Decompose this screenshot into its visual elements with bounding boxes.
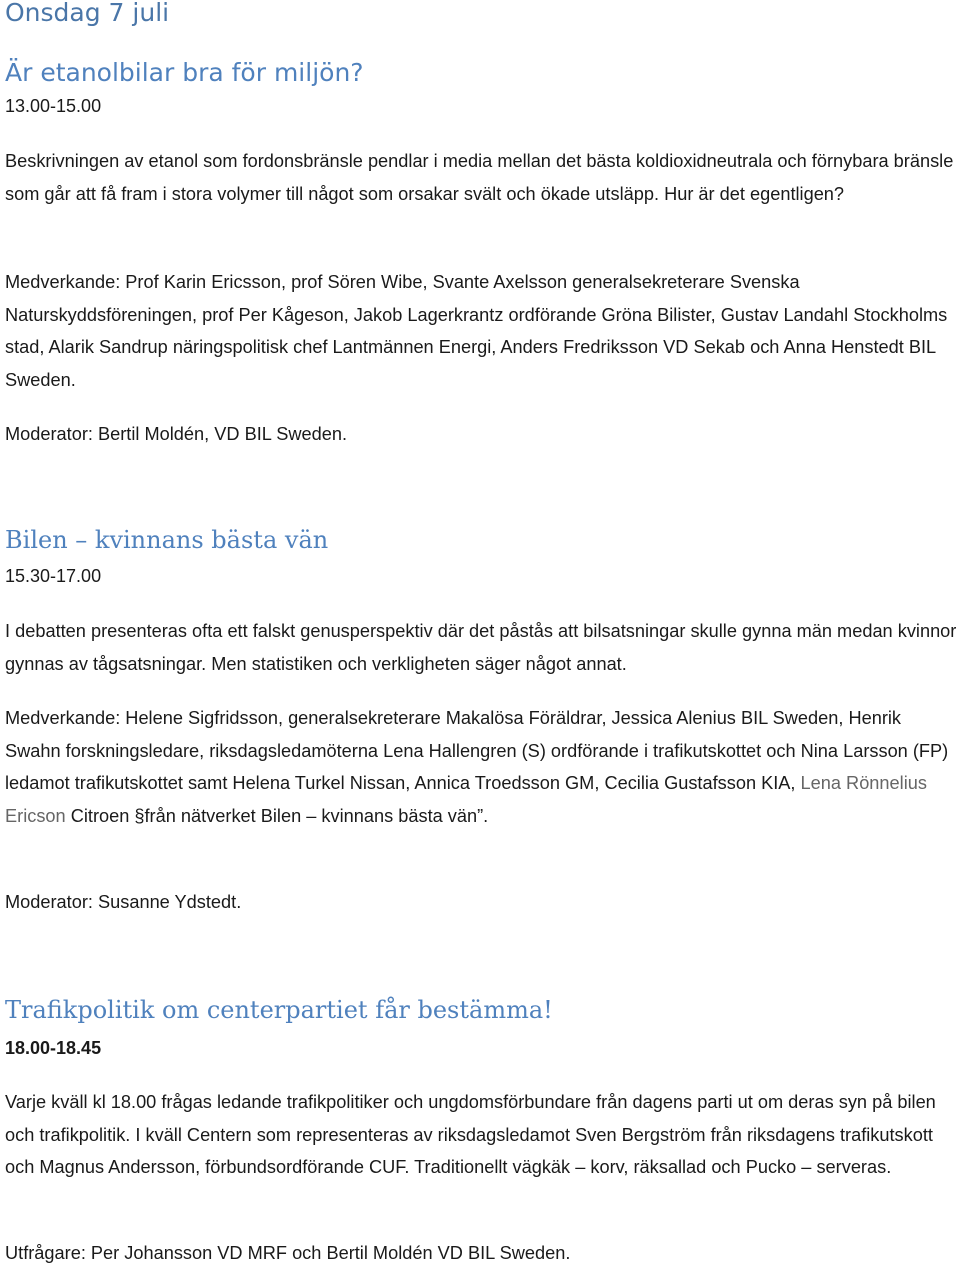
event-2-participants-text-end: Citroen §från nätverket Bilen – kvinnans bästa vän”. [65, 805, 489, 826]
event-3-interviewers: Utfrågare: Per Johansson VD MRF och Bertil Moldén VD BIL Sweden. [5, 1243, 571, 1263]
event-1-time: 13.00-15.00 [5, 96, 102, 116]
event-1-moderator: Moderator: Bertil Moldén, VD BIL Sweden. [5, 424, 348, 444]
event-2-time: 15.30-17.00 [5, 566, 102, 586]
day-heading: Onsdag 7 juli [5, 0, 170, 27]
event-1-participants: Medverkande: Prof Karin Ericsson, prof Sören Wibe, Svante Axelsson generalsekreterare Svenska Naturskyddsföreningen, prof Per Kågeson, Jakob Lagerkrantz ordförande Gröna Bilister, Gustav Landahl Stockholms stad, Alarik Sandrup näringspolitisk chef Lantmännen Energi, Anders Fredriksson VD Sekab och Anna Henstedt BIL Sweden. [5, 272, 948, 390]
event-1-description: Beskrivningen av etanol som fordonsbränsle pendlar i media mellan det bästa koldioxidneutrala och förnybara bränsle som går att få fram i stora volymer till något som orsakar svält och ökade utsläpp. Hur är det egentligen? [5, 151, 954, 204]
event-2-description: I debatten presenteras ofta ett falskt genusperspektiv där det påstås att bilsatsningar skulle gynna män medan kvinnor gynnas av tågsatsningar. Men statistiken och verkligheten säger något annat. [5, 621, 957, 674]
event-2-moderator: Moderator: Susanne Ydstedt. [5, 892, 242, 912]
event-2-participants-highlight: Lena Rönnelius Ericson [5, 773, 927, 826]
event-3-description: Varje kväll kl 18.00 frågas ledande trafikpolitiker och ungdomsförbundare från dagens parti ut om deras syn på bilen och trafikpolitik. I kväll Centern som representeras av riksdagsledamot Sven Bergström från riksdagens trafikutskott och Magnus Andersson, förbundsordförande CUF. Traditionellt vägkäk – korv, räksallad och Pucko – serveras. [5, 1092, 936, 1177]
event-3-title: Trafikpolitik om centerpartiet får bestämma! [5, 996, 553, 1024]
event-1-title: Är etanolbilar bra för miljön? [5, 58, 364, 87]
event-3-time: 18.00-18.45 [5, 1038, 102, 1058]
event-2-participants-text: Medverkande: Helene Sigfridsson, generalsekreterare Makalösa Föräldrar, Jessica Alenius BIL Sweden, Henrik Swahn forskningsledare, riksdagsledamöterna Lena Hallengren (S) ordförande i trafikutskottet och Nina Larsson (FP) ledamot trafikutskottet samt Helena Turkel Nissan, Annica Troedsson GM, Cecilia Gustafsson KIA, [5, 708, 949, 793]
event-2-title: Bilen – kvinnans bästa vän [5, 526, 329, 554]
event-2-participants [5, 702, 960, 832]
